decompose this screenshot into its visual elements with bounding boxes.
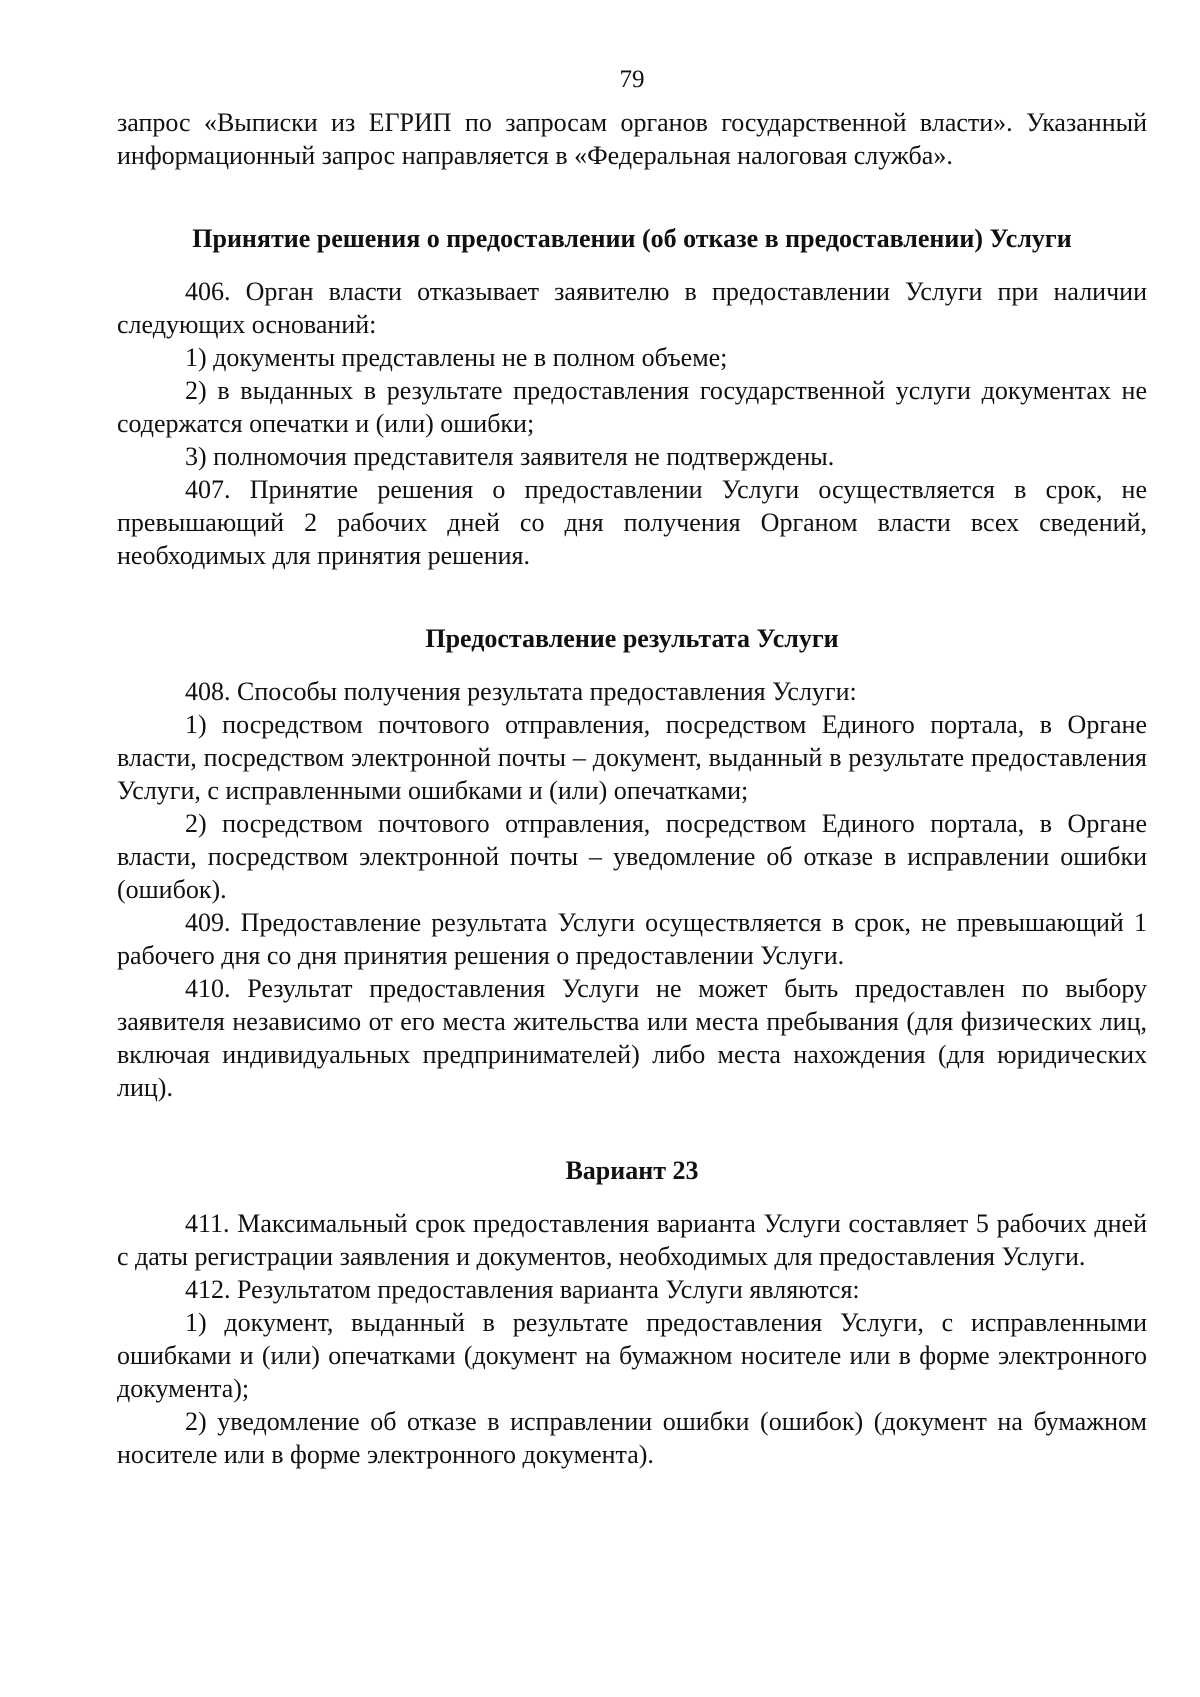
document-page — [117, 64, 1147, 1471]
continuation-paragraph: запрос «Выписки из ЕГРИП по запросам органов государственной власти». Указанный информационный запрос направляется в «Федеральная налоговая служба». — [117, 108, 1147, 170]
section-heading-decision: Принятие решения о предоставлении (об отказе в предоставлении) Услуги — [192, 224, 1072, 253]
section-spacer — [117, 655, 1147, 675]
paragraph-411: 411. Максимальный срок предоставления варианта Услуги составляет 5 рабочих дней с даты регистрации заявления и документов, необходимых для предоставления Услуги. — [117, 1209, 1147, 1271]
section-spacer — [117, 1104, 1147, 1154]
list-item-408-1: 1) посредством почтового отправления, посредством Единого портала, в Органе власти, посредством электронной почты – документ, выданный в результате предоставления Услуги, с исправленными ошибками и (или) опечатками; — [117, 710, 1147, 805]
paragraph-409: 409. Предоставление результата Услуги осуществляется в срок, не превышающий 1 рабочего дня со дня принятия решения о предоставлении Услуги. — [117, 908, 1147, 970]
page-number: 79 — [619, 66, 645, 93]
list-item-412-1: 1) документ, выданный в результате предоставления Услуги, с исправленными ошибками и (или) опечатками (документ на бумажном носителе или в форме электронного документа); — [117, 1308, 1147, 1403]
paragraph-407: 407. Принятие решения о предоставлении Услуги осуществляется в срок, не превышающий 2 рабочих дней со дня получения Органом власти всех сведений, необходимых для принятия решения. — [117, 475, 1147, 570]
paragraph-406: 406. Орган власти отказывает заявителю в предоставлении Услуги при наличии следующих оснований: — [117, 277, 1147, 339]
section-spacer — [117, 172, 1147, 222]
paragraph-410: 410. Результат предоставления Услуги не может быть предоставлен по выбору заявителя независимо от его места жительства или места пребывания (для физических лиц, включая индивидуальных предпринимателей) либо места нахождения (для юридических лиц). — [117, 974, 1147, 1102]
paragraph-412: 412. Результатом предоставления варианта Услуги являются: — [185, 1275, 860, 1304]
section-heading-result: Предоставление результата Услуги — [425, 624, 839, 653]
list-item-412-2: 2) уведомление об отказе в исправлении ошибки (ошибок) (документ на бумажном носителе или в форме электронного документа). — [117, 1407, 1147, 1469]
section-heading-variant-23: Вариант 23 — [565, 1156, 699, 1185]
section-spacer — [117, 572, 1147, 622]
section-spacer — [117, 1187, 1147, 1207]
list-item-406-1: 1) документы представлены не в полном объеме; — [185, 343, 728, 372]
section-spacer — [117, 255, 1147, 275]
paragraph-408: 408. Способы получения результата предоставления Услуги: — [185, 677, 857, 706]
list-item-406-2: 2) в выданных в результате предоставления государственной услуги документах не содержатся опечатки и (или) ошибки; — [117, 376, 1147, 438]
list-item-408-2: 2) посредством почтового отправления, посредством Единого портала, в Органе власти, посредством электронной почты – уведомление об отказе в исправлении ошибки (ошибок). — [117, 809, 1147, 904]
list-item-406-3: 3) полномочия представителя заявителя не подтверждены. — [185, 442, 835, 471]
